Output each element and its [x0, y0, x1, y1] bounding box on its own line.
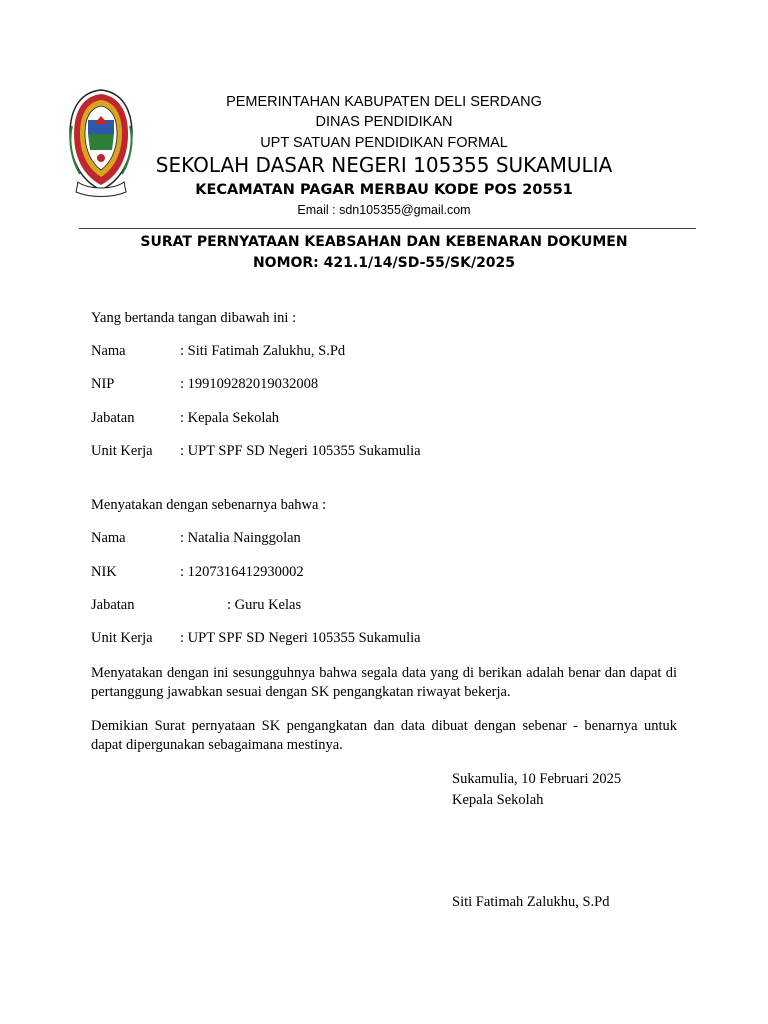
- signer-nip-label: NIP: [91, 376, 115, 392]
- subject-position-value: : Guru Kelas: [227, 597, 302, 613]
- letterhead-unit: UPT SATUAN PENDIDIKAN FORMAL: [260, 135, 508, 151]
- subject-nik-label: NIK: [91, 564, 117, 580]
- closing-paragraph: Demikian Surat pernyataan SK pengangkatan dan data dibuat dengan sebenar - benarnya untuk dapat dipergunakan sebagaimana mestinya.: [91, 718, 677, 753]
- signer-position-value: : Kepala Sekolah: [180, 410, 280, 426]
- letterhead-department: DINAS PENDIDIKAN: [315, 114, 453, 130]
- subject-name-label: Nama: [91, 530, 126, 546]
- signer-intro: Yang bertanda tangan dibawah ini :: [91, 310, 297, 326]
- subject-nik-value: : 1207316412930002: [180, 564, 304, 580]
- document-title: SURAT PERNYATAAN KEABSAHAN DAN KEBENARAN DOKUMEN: [140, 234, 628, 250]
- signer-position-label: Jabatan: [91, 410, 135, 426]
- signer-nip-value: : 199109282019032008: [180, 376, 319, 392]
- statement-paragraph: Menyatakan dengan ini sesungguhnya bahwa segala data yang di berikan adalah benar dan dapat di pertanggung jawabkan sesuai dengan SK pengangkatan riwayat bekerja.: [91, 665, 677, 700]
- signer-name-label: Nama: [91, 343, 126, 359]
- letterhead-divider: [79, 228, 696, 229]
- signature-name: Siti Fatimah Zalukhu, S.Pd: [452, 894, 610, 910]
- subject-unit-label: Unit Kerja: [91, 630, 153, 646]
- school-email: Email : sdn105355@gmail.com: [297, 203, 471, 217]
- school-name: SEKOLAH DASAR NEGERI 105355 SUKAMULIA: [155, 153, 613, 177]
- subject-intro: Menyatakan dengan sebenarnya bahwa :: [91, 497, 327, 513]
- school-district: KECAMATAN PAGAR MERBAU KODE POS 20551: [195, 182, 573, 198]
- signature-position: Kepala Sekolah: [452, 792, 544, 808]
- subject-name-value: : Natalia Nainggolan: [180, 530, 301, 546]
- signer-name-value: : Siti Fatimah Zalukhu, S.Pd: [180, 343, 346, 359]
- signature-place-date: Sukamulia, 10 Februari 2025: [452, 771, 622, 787]
- document-number: NOMOR: 421.1/14/SD-55/SK/2025: [252, 255, 516, 271]
- subject-position-label: Jabatan: [91, 597, 135, 613]
- letterhead-government: PEMERINTAHAN KABUPATEN DELI SERDANG: [226, 94, 542, 110]
- signer-unit-value: : UPT SPF SD Negeri 105355 Sukamulia: [180, 443, 421, 459]
- signer-unit-label: Unit Kerja: [91, 443, 153, 459]
- subject-unit-value: : UPT SPF SD Negeri 105355 Sukamulia: [180, 630, 421, 646]
